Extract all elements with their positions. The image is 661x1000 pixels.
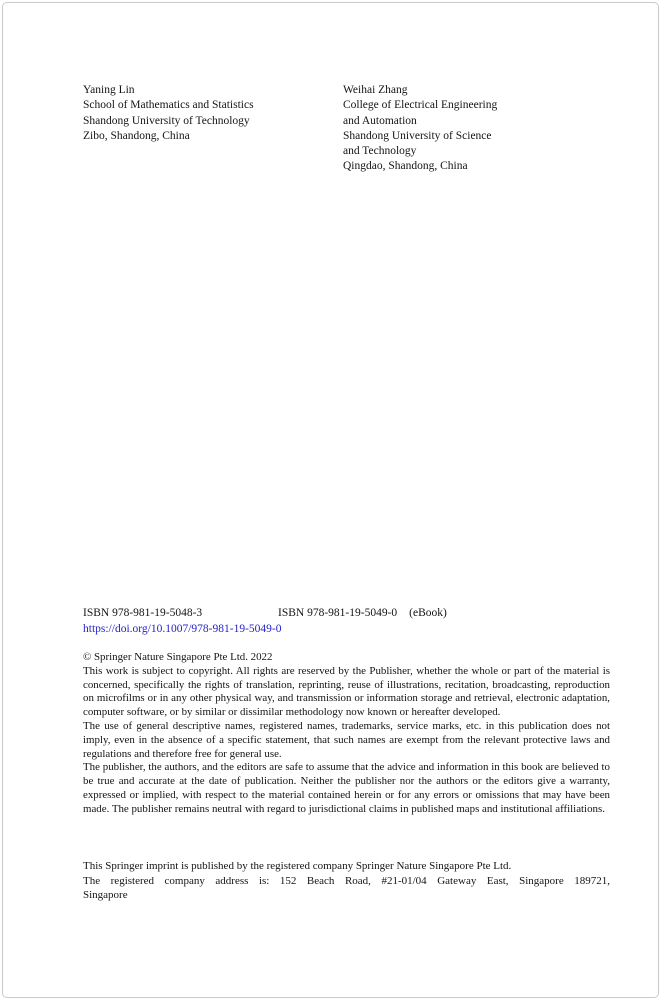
affiliation-line: Zibo, Shandong, China [83, 129, 190, 142]
ebook-format-tag: (eBook) [409, 607, 447, 619]
author-name: Weihai Zhang [343, 84, 408, 96]
imprint-line: Singapore [83, 889, 128, 901]
affiliation-line: School of Mathematics and Statistics [83, 99, 254, 112]
imprint-line: This Springer imprint is published by the registered company Springer Nature Singapore Pte Ltd. [83, 860, 512, 872]
doi-line [83, 622, 447, 638]
isbn-line [83, 606, 447, 622]
author-left [83, 83, 313, 144]
isbn-block [83, 606, 447, 637]
imprint-line: The registered company address is: 152 Beach Road, #21-01/04 Gateway East, Singapore 189721, [83, 874, 610, 887]
affiliation-line: and Automation [343, 114, 417, 127]
copyright-paragraph: The publisher, the authors, and the editors are safe to assume that the advice and information in this book are believed to be true and accurate at the date of publication. Neither the publisher nor the authors or the editors give a warranty, expressed or implied, with respect to the material contained herein or for any errors or omissions that may have been made. The publisher remains neutral with regard to jurisdictional claims in published maps and institutional affiliations. [83, 761, 610, 815]
copyright-paragraph: This work is subject to copyright. All rights are reserved by the Publisher, whether the whole or part of the material is concerned, specifically the rights of translation, reprinting, reuse of illustrations, recitation, broadcasting, reproduction on microfilms or in any other physical way, and transmission or information storage and retrieval, electronic adaptation, computer software, or by similar or dissimilar methodology now known or hereafter developed. [83, 664, 610, 719]
author-right [343, 83, 553, 175]
author-name: Yaning Lin [83, 84, 135, 96]
book-copyright-page [2, 2, 659, 998]
copyright-paragraph: The use of general descriptive names, registered names, trademarks, service marks, etc. in this publication does not imply, even in the absence of a specific statement, that such names are exempt from the relevant protective laws and regulations and therefore free for general use. [83, 719, 610, 760]
affiliation-line: and Technology [343, 145, 417, 158]
doi-link[interactable]: https://doi.org/10.1007/978-981-19-5049-0 [83, 622, 282, 635]
isbn-print: ISBN 978-981-19-5048-3 [83, 607, 203, 619]
copyright-notice: © Springer Nature Singapore Pte Ltd. 2022 [83, 651, 273, 663]
affiliation-line: Shandong University of Science [343, 129, 492, 142]
imprint-block [83, 859, 610, 903]
isbn-ebook: ISBN 978-981-19-5049-0 [278, 607, 398, 619]
copyright-text-block [83, 651, 610, 817]
affiliation-line: College of Electrical Engineering [343, 99, 498, 112]
affiliation-line: Qingdao, Shandong, China [343, 160, 468, 173]
affiliation-line: Shandong University of Technology [83, 114, 250, 127]
